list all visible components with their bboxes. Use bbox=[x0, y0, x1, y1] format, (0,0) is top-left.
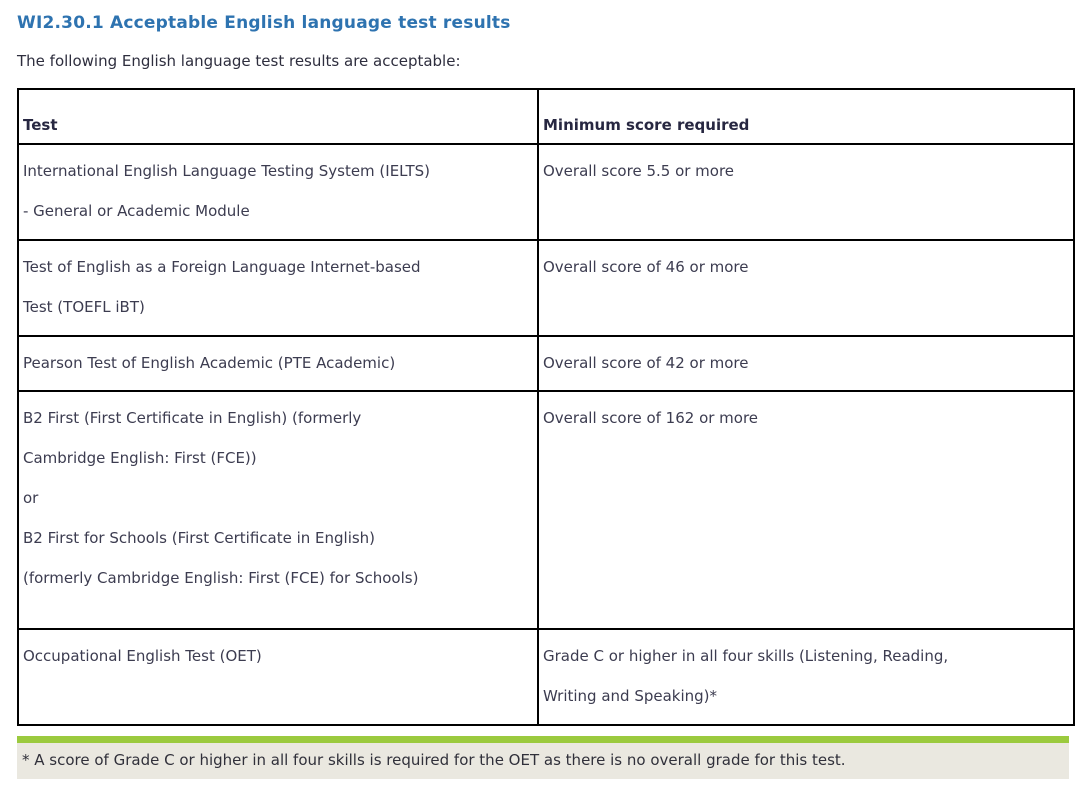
document-page bbox=[0, 13, 1080, 779]
table-row-pte bbox=[18, 336, 1074, 391]
cell-line: (formerly Cambridge English: First (FCE) for Schools) bbox=[23, 569, 419, 587]
table-row-oet bbox=[18, 629, 1074, 725]
score-cell bbox=[538, 336, 1074, 391]
cell-line: Overall score of 162 or more bbox=[543, 409, 759, 427]
test-cell bbox=[18, 144, 538, 240]
cell-line: or bbox=[23, 489, 39, 507]
intro-text: The following English language test results are acceptable: bbox=[17, 52, 461, 70]
test-cell bbox=[18, 240, 538, 336]
cell-line: Writing and Speaking)* bbox=[543, 687, 718, 705]
cell-line: Cambridge English: First (FCE)) bbox=[23, 449, 257, 467]
cell-line: Overall score of 42 or more bbox=[543, 354, 749, 372]
test-cell bbox=[18, 336, 538, 391]
cell-line: Test of English as a Foreign Language Internet-based bbox=[23, 258, 421, 276]
test-results-table bbox=[17, 88, 1075, 726]
page-title: WI2.30.1 Acceptable English language test results bbox=[17, 13, 511, 33]
test-cell bbox=[18, 391, 538, 629]
footnote-divider-bar bbox=[17, 736, 1069, 743]
cell-line: Occupational English Test (OET) bbox=[23, 647, 262, 665]
score-cell bbox=[538, 391, 1074, 629]
cell-line: Overall score of 46 or more bbox=[543, 258, 749, 276]
cell-line: Pearson Test of English Academic (PTE Academic) bbox=[23, 354, 396, 372]
cell-line: International English Language Testing System (IELTS) bbox=[23, 162, 431, 180]
table-row-b2-first bbox=[18, 391, 1074, 629]
score-cell bbox=[538, 240, 1074, 336]
cell-line: Grade C or higher in all four skills (Listening, Reading, bbox=[543, 647, 949, 665]
score-cell bbox=[538, 144, 1074, 240]
cell-line: Overall score 5.5 or more bbox=[543, 162, 735, 180]
cell-line: Test (TOEFL iBT) bbox=[23, 298, 145, 316]
footnote-block bbox=[17, 736, 1069, 779]
cell-line: - General or Academic Module bbox=[23, 202, 250, 220]
footnote-text: * A score of Grade C or higher in all four skills is required for the OET as there is no overall grade for this test. bbox=[17, 743, 1069, 779]
table-row-ielts bbox=[18, 144, 1074, 240]
cell-line: B2 First for Schools (First Certificate in English) bbox=[23, 529, 376, 547]
test-cell bbox=[18, 629, 538, 725]
column-header-test: Test bbox=[18, 89, 538, 144]
cell-line: B2 First (First Certificate in English) (formerly bbox=[23, 409, 362, 427]
table-header-row bbox=[18, 89, 1074, 144]
table-row-toefl bbox=[18, 240, 1074, 336]
column-header-score: Minimum score required bbox=[538, 89, 1074, 144]
score-cell bbox=[538, 629, 1074, 725]
